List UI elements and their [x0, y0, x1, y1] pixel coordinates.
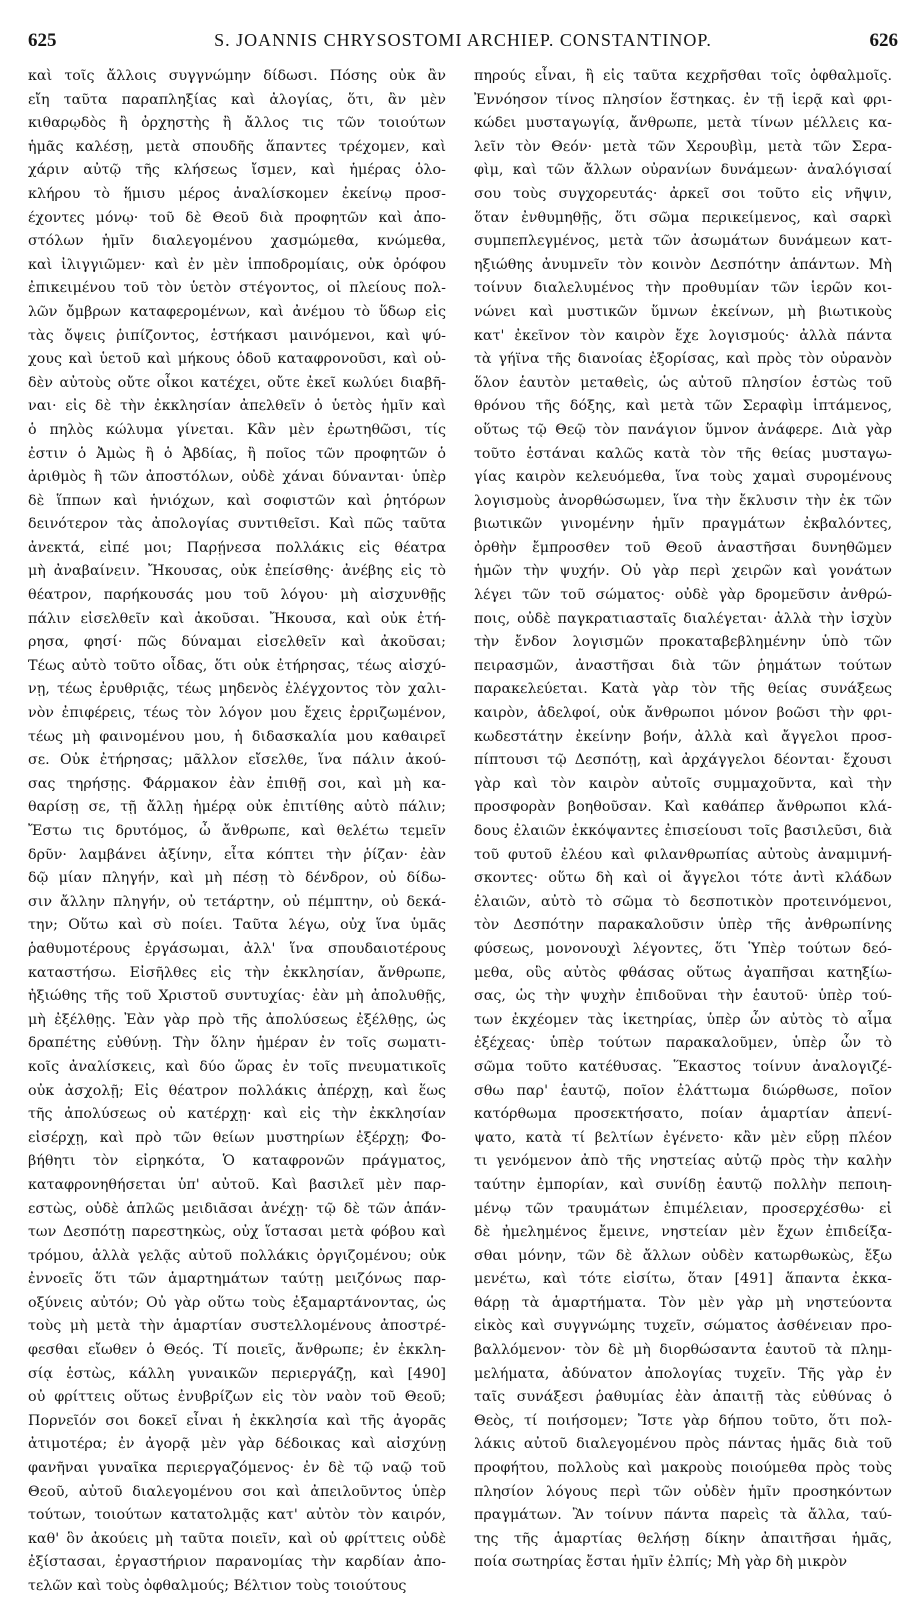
- text-line: σου τοὺς συγχορευτάς· ἀρκεῖ σοι τοῦτο εἰς νῆψιν,: [474, 185, 892, 202]
- text-line: καὶ τοῖς ἄλλοις συγγνώμην δίδωσι. Πόσης οὐκ ἂν: [28, 68, 446, 84]
- text-line: λάκις αὐτοῦ διαλεγομένου πρὸς πάντας ἡμᾶς διὰ τοῦ: [474, 1436, 892, 1453]
- text-line: θαρίσῃ σε, τῇ ἄλλῃ ἡμέρᾳ οὐκ ἐπιτίθης αὐτὸ πάλιν;: [28, 799, 446, 816]
- text-line: νὸν ἐπιφέρεις, τέως τὸν λόγον μου ἔχεις ἐρριζωμένον,: [28, 705, 446, 722]
- text-line: ἡμᾶς καλέσῃ, μετὰ σπουδῆς ἅπαντες τρέχομεν, καὶ: [28, 138, 446, 155]
- text-line: των Δεσπότῃ παρεστηκὼς, οὐχ ἵστασαι μετὰ φόβου καὶ: [28, 1224, 446, 1241]
- text-line: τοῦ φυτοῦ ἐλέου καὶ φιλανθρωπίας αὐτοὺς ἀναμιμνή-: [474, 846, 892, 863]
- text-line: τοῦτο ἑστάναι καλῶς κατὰ τὸν τῆς θείας μυσταγω-: [474, 445, 892, 462]
- text-line: κιθαρῳδὸς ἢ ὀρχηστὴς ἢ ἄλλος τις τῶν τοιούτων: [28, 115, 446, 132]
- text-line: στόλων ἡμῖν διαλεγομένου χασμώμεθα, κνώμεθα,: [28, 233, 446, 250]
- text-line: δὲ ἵππων καὶ ἡνιόχων, καὶ σοφιστῶν καὶ ῥητόρων: [28, 492, 446, 509]
- header-rule: [20, 58, 904, 59]
- text-line: μένῳ τῶν τραυμάτων ἐπιμέλειαν, προσερχέσθω· εἰ: [474, 1200, 892, 1217]
- text-line: ῥαθυμοτέρους ἐργάσωμαι, ἀλλ' ἵνα σπουδαιοτέρους: [28, 940, 446, 957]
- text-line: Πορνεῖόν σοι δοκεῖ εἶναι ἡ ἐκκλησία καὶ τῆς ἀγορᾶς: [28, 1412, 446, 1429]
- text-line: ἐλαιῶν, αὐτὸ τὸ σῶμα τὸ δεσποτικὸν προτεινόμενοι,: [474, 893, 892, 910]
- text-line: σίᾳ ἑστὼς, κάλλη γυναικῶν περιεργάζῃ, καὶ [490]: [28, 1365, 446, 1382]
- text-line: χους καὶ ὑετοῦ καὶ μήκους ὁδοῦ καταφρονοῦσι, καὶ οὐ-: [28, 351, 446, 368]
- text-line: λεῖν τὸν Θεόν· μετὰ τῶν Χερουβὶμ, μετὰ τῶν Σερα-: [474, 138, 892, 155]
- text-line: εἰκὸς καὶ συγγνώμης τυχεῖν, σώματος ἀσθένειαν προ-: [474, 1318, 892, 1335]
- text-line: φὶμ, καὶ τῶν ἄλλων οὐρανίων δυνάμεων· ἀναλόγισαί: [474, 162, 892, 179]
- text-line: μεθα, οὓς αὐτὸς φθάσας οὕτως ἀγαπῆσαι κατηξίω-: [474, 964, 892, 981]
- text-line: Ἔστω τις δρυτόμος, ὦ ἄνθρωπε, καὶ θελέτω τεμεῖν: [28, 823, 446, 839]
- text-line: πειρασμῶν, ἀναστῆσαι διὰ τῶν ῥημάτων τούτων: [474, 657, 892, 674]
- text-line: προφήτου, πολλοὺς καὶ μακροὺς ποιούμεθα πρὸς τοὺς: [474, 1460, 892, 1477]
- text-line: σῶμα τοῦτο κατέθυσας. Ἕκαστος τοίνυν ἀναλογιζέ-: [474, 1058, 892, 1075]
- text-line: ἐστιν ὁ Ἀμὼς ἢ ὁ Ἀβδίας, ἢ ποῖος τῶν προφητῶν ὁ: [28, 445, 446, 462]
- text-line: κατ' ἐκεῖνον τὸν καιρὸν ἔχε λογισμούς· ἀλλὰ πάντα: [474, 327, 892, 344]
- text-line: θρόνου τῆς δόξης, καὶ μετὰ τῶν Σεραφὶμ ἱπτάμενος,: [474, 398, 892, 415]
- text-line: βαλλόμενον· τὸν δὲ μὴ διορθώσαντα ἑαυτοῦ τὰ πλημ-: [474, 1342, 892, 1359]
- text-line: ποία σωτηρίας ἔσται ἡμῖν ἐλπίς; Μὴ γὰρ δὴ μικρὸν: [474, 1554, 848, 1571]
- right-column: [474, 65, 892, 1575]
- text-line: συμπεπλεγμένος, μετὰ τῶν ἀσωμάτων δυνάμεων κατ-: [474, 233, 892, 250]
- text-line: δους ἐλαιῶν ἐκκόψαντες ἐπισείουσι τοῖς βασιλεῦσι, διὰ: [474, 823, 892, 839]
- text-line: σθω παρ' ἑαυτῷ, ποῖον ἐλάττωμα διώρθωσε, ποῖον: [474, 1082, 892, 1099]
- text-line: καταστήσω. Εἰσῆλθες εἰς τὴν ἐκκλησίαν, ἄνθρωπε,: [28, 964, 446, 981]
- text-line: λέγει τῶν τοῦ σώματος· οὐδὲ γὰρ δρομεῦσιν ἀνθρώ-: [474, 587, 892, 604]
- text-line: νώνει καὶ μυστικῶν ὕμνων ἐκείνων, μὴ βιωτικοὺς: [474, 303, 892, 320]
- text-line: τελῶν καὶ τοὺς ὀφθαλμούς; Βέλτιον τοὺς τοιούτους: [28, 1578, 407, 1594]
- text-line: ταῖς συνάξεσι ῥαθυμίας ἐὰν ἀπαιτῇ τὰς εὐθύνας ὁ: [474, 1389, 892, 1406]
- text-line: ἀτιμοτέρα; ἐν ἀγορᾷ μὲν γὰρ δέδοικας καὶ αἰσχύνῃ: [28, 1436, 446, 1453]
- text-line: πάλιν εἰσελθεῖν καὶ ἀκοῦσαι. Ἤκουσα, καὶ οὐκ ἐτή-: [28, 610, 446, 627]
- text-line: ψατο, κατὰ τί βελτίων ἐγένετο· κἂν μὲν εὕρῃ πλέον: [474, 1129, 892, 1146]
- text-line: ναι· εἰς δὲ τὴν ἐκκλησίαν ἀπελθεῖν ὁ ὑετὸς ἡμῖν καὶ: [28, 398, 446, 415]
- text-line: δρῦν· λαμβάνει ἀξίνην, εἶτα κόπτει τὴν ῥίζαν· ἐὰν: [28, 846, 446, 863]
- text-line: εἴη ταῦτα παραπληξίας καὶ ἀλογίας, ὅτι, ἂν μὲν: [28, 91, 446, 108]
- text-line: οὐ φρίττεις οὕτως ἐνυβρίζων εἰς τὸν ναὸν τοῦ Θεοῦ;: [28, 1389, 446, 1406]
- text-line: των ἐκχέομεν τὰς ἱκετηρίας, ὑπὲρ ὧν αὐτὸς τὸ αἷμα: [474, 1011, 892, 1028]
- text-line: σθαι μόνην, τῶν δὲ ἄλλων οὐδὲν κατωρθωκὼς, ἔξω: [474, 1247, 892, 1264]
- text-line: Ἐννόησον τίνος πλησίον ἕστηκας. ἐν τῇ ἱερᾷ καὶ φρι-: [474, 91, 892, 108]
- text-line: τέως μὴ φαινομένου μου, ἡ διδασκαλία μου καθαιρεῖ: [28, 728, 446, 745]
- text-line: τι γενόμενον ἀπὸ τῆς νηστείας αὐτῷ πρὸς τὴν καλὴν: [474, 1153, 892, 1170]
- text-line: χάριν αὐτῷ τῆς κλήσεως ἴσμεν, καὶ ἡμέρας ὁλο-: [28, 162, 446, 179]
- text-line: πηρούς εἶναι, ἢ εἰς ταῦτα κεχρῆσθαι τοῖς ὀφθαλμοῖς.: [474, 68, 892, 84]
- text-line: μενέτω, καὶ τότε εἰσίτω, ὅταν [491] ἅπαντα ἐκκα-: [474, 1271, 892, 1288]
- page-number-left: 625: [28, 30, 57, 51]
- text-line: ὀρθὴν ἔμπροσθεν τοῦ Θεοῦ ἀναστῆσαι δυνηθῶμεν: [474, 539, 892, 556]
- text-line: σιν ἄλλην πληγήν, οὐ τετάρτην, οὐ πέμπτην, οὐ δεκά-: [28, 893, 446, 910]
- text-line: γὰρ καὶ τὸν καιρὸν αὐτοῖς συμμαχοῦντα, καὶ τὴν: [474, 775, 892, 792]
- text-line: πλησίον λόγους περὶ τῶν οὐδὲν ἡμῖν προσηκόντων: [474, 1483, 892, 1500]
- text-line: τρόμου, ἀλλὰ γελᾷς αὐτοῦ πολλάκις ὀργιζομένου; οὐκ: [28, 1247, 446, 1264]
- text-line: ηξιώθης ἀνυμνεῖν τὸν κοινὸν Δεσπότην ἁπάντων. Μὴ: [474, 256, 892, 273]
- text-line: Τέως αὐτὸ τοῦτο οἶδας, ὅτι οὐκ ἐτήρησας, τέως αἰσχύ-: [28, 657, 446, 674]
- text-line: νῃ, τέως ἐρυθριᾷς, τέως μηδενὸς ἐλέγχοντος τὸν χαλι-: [28, 681, 446, 698]
- text-line: μελήματα, ἀδύνατον ἀπολογίας τυχεῖν. Τῆς γὰρ ἐν: [474, 1365, 892, 1382]
- text-line: πραγμάτων. Ἂν τοίνυν πάντα παρεὶς τὰ ἄλλα, ταύ-: [474, 1507, 892, 1524]
- text-line: δεινότερον τὰς ἀπολογίας συντιθεῖσι. Καὶ πῶς ταῦτα: [28, 516, 446, 533]
- text-line: μὴ ἐξέλθῃς. Ἐὰν γὰρ πρὸ τῆς ἀπολύσεως ἐξέλθῃς, ὡς: [28, 1011, 446, 1028]
- text-line: ρησα, φησί· πῶς δύναμαι εἰσελθεῖν καὶ ἀκοῦσαι;: [28, 634, 446, 651]
- text-line: φεσθαι εἴωθεν ὁ Θεός. Τί ποιεῖς, ἄνθρωπε; ἐν ἐκκλη-: [28, 1342, 446, 1359]
- text-line: κωδεστάτην ἐκείνην βοήν, ἀλλὰ καὶ ἄγγελοι προσ-: [474, 728, 892, 745]
- text-line: τὴν ἔνδον λογισμῶν προκαταβεβλημένην ὑπὸ τῶν: [474, 634, 892, 651]
- text-line: ἠξιώθης τῆς τοῦ Χριστοῦ συντυχίας· ἐὰν μὴ ἀπολυθῇς,: [28, 988, 446, 1005]
- text-line: ἀριθμὸς ἢ τῶν ἀποστόλων, οὐδὲ χάναι δύνανται· ὑπὲρ: [28, 469, 446, 486]
- text-line: ὁ πηλὸς κώλυμα γίνεται. Κἂν μὲν ἐρωτηθῶσι, τίς: [28, 421, 446, 438]
- text-line: κλήρου τὸ ἥμισυ μέρος ἀναλίσκομεν ἐκείνῳ προσ-: [28, 185, 446, 202]
- text-line: κώδει μυσταγωγίᾳ, ἄνθρωπε, μετὰ τίνων μέλλεις κα-: [474, 115, 892, 132]
- text-line: παρακελεύεται. Κατὰ γὰρ τὸν τῆς θείας συνάξεως: [474, 681, 892, 698]
- text-line: σας, ὡς τὴν ψυχὴν ἐπιδοῦναι τὴν ἑαυτοῦ· ὑπὲρ τού-: [474, 988, 892, 1005]
- text-line: οὕτως τῷ Θεῷ τὸν πανάγιον ὕμνον ἀνάφερε. Διὰ γὰρ: [474, 421, 892, 438]
- text-line: φύσεως, μονονουχὶ λέγοντες, ὅτι Ὑπὲρ τούτων δεό-: [474, 940, 892, 957]
- text-line: ἐξέχεας· ὑπὲρ τούτων παρακαλοῦμεν, ὑπὲρ ὧν τὸ: [474, 1035, 892, 1052]
- text-line: τὸν Δεσπότην παρακαλοῦσιν ὑπὲρ τῆς ἀνθρωπίνης: [474, 917, 892, 934]
- text-line: τούτων, τοιούτων κατατολμᾷς κατ' αὐτὸν τὸν καιρόν,: [28, 1507, 446, 1524]
- text-line: τὰς ὄψεις ῥιπίζοντος, ἑστήκασι μαινόμενοι, καὶ ψύ-: [28, 327, 446, 344]
- text-line: εστὼς, οὐδὲ ἁπλῶς μειδιᾶσαι ἀνέχῃ· τῷ δὲ τῶν ἁπάν-: [28, 1200, 446, 1217]
- text-line: ταύτην ἐμπορίαν, καὶ συνίδῃ ἑαυτῷ πολλὴν πεποιη-: [474, 1176, 892, 1193]
- text-line: ἐπικειμένου τοῦ τὸν ὑετὸν στέγοντος, οἱ πλείους πολ-: [28, 280, 446, 297]
- text-line: ἡμῶν τὴν ψυχήν. Οὐ γὰρ περὶ χειρῶν καὶ γονάτων: [474, 563, 892, 580]
- text-line: σκοντες· οὕτω δὴ καὶ οἱ ἄγγελοι τότε ἀντὶ κλάδων: [474, 870, 892, 887]
- text-line: καὶ ἰλιγγιῶμεν· καὶ ἐν μὲν ἱπποδρομίαις, οὐκ ὀρόφου: [28, 256, 446, 273]
- text-line: δὲν αὐτοὺς οὔτε οἶκοι κατέχει, οὔτε ἐκεῖ κωλύει διαβῆ-: [28, 374, 446, 391]
- running-header: [24, 30, 902, 58]
- text-line: μὴ ἀναβαίνειν. Ἤκουσας, οὐκ ἐπείσθης· ἀνέβης εἰς τὸ: [28, 563, 446, 580]
- page-number-right: 626: [869, 30, 898, 51]
- text-line: Θεὸς, τί ποιήσομεν; Ἴστε γὰρ δήπου τοῦτο, ὅτι πολ-: [474, 1412, 892, 1429]
- running-title: S. JOANNIS CHRYSOSTOMI ARCHIEP. CONSTANTINOP.: [214, 30, 712, 50]
- text-line: δῷ μίαν πληγήν, καὶ μὴ πέσῃ τὸ δένδρον, οὐ δίδω-: [28, 870, 446, 887]
- text-line: τῆς ἀπολύσεως οὐ κατέρχῃ· καὶ εἰς τὴν ἐκκλησίαν: [28, 1106, 446, 1123]
- text-line: λῶν ὄμβρων καταφερομένων, καὶ ἀνέμου τὸ ὕδωρ εἰς: [28, 303, 446, 320]
- text-line: ποις, οὐδὲ παγκρατιασταῖς διαλέγεται· ἀλλὰ τὴν ἰσχὺν: [474, 610, 892, 627]
- text-line: προσφορὰν βοηθοῦσαν. Καὶ καθάπερ ἄνθρωποι κλά-: [474, 799, 892, 816]
- text-line: ὅταν ἐνθυμηθῇς, ὅτι σῶμα περικείμενος, καὶ σαρκὶ: [474, 209, 892, 226]
- text-line: σε. Οὐκ ἐτήρησας; μᾶλλον εἴσελθε, ἵνα πάλιν ἀκού-: [28, 752, 446, 769]
- text-line: ἐννοεῖς ὅτι τῶν ἁμαρτημάτων ταύτῃ μειζόνως παρ-: [28, 1271, 446, 1288]
- text-line: εἰσέρχῃ, καὶ πρὸ τῶν θείων μυστηρίων ἐξέρχῃ; Φο-: [28, 1129, 446, 1146]
- text-line: φανῆναι γυναῖκα περιεργαζόμενος· ἐν δὲ τῷ ναῷ τοῦ: [28, 1460, 446, 1477]
- text-line: βήθητι τὸν εἰρηκότα, Ὁ καταφρονῶν πράγματος,: [28, 1153, 446, 1170]
- text-line: οξύνεις αὐτόν; Οὐ γὰρ οὕτω τοὺς ἐξαμαρτάνοντας, ὡς: [28, 1294, 446, 1311]
- text-line: τοὺς μὴ μετὰ τὴν ἁμαρτίαν συστελλομένους ἀποστρέ-: [28, 1318, 446, 1335]
- text-line: τὰ γήϊνα τῆς διανοίας ἐξορίσας, καὶ πρὸς τὸν οὐρανὸν: [474, 351, 892, 368]
- text-line: γίας καιρὸν κελευόμεθα, ἵνα τοὺς χαμαὶ συρομένους: [474, 469, 892, 486]
- text-line: οὐκ ἀσχολῇ; Εἰς θέατρον πολλάκις ἀπέρχῃ, καὶ ἕως: [28, 1082, 446, 1099]
- text-line: σας τηρήσῃς. Φάρμακον ἐὰν ἐπιθῇ σοι, καὶ μὴ κα-: [28, 775, 446, 792]
- text-line: κατόρθωμα προσεκτήσατο, ποίαν ἁμαρτίαν ἀπενί-: [474, 1106, 892, 1123]
- text-line: καθ' ὃν ἀκούεις μὴ ταῦτα ποιεῖν, καὶ οὐ φρίττεις οὐδὲ: [28, 1530, 446, 1547]
- text-line: τοίνυν διαλελυμένος τὴν προθυμίαν τῶν ἱερῶν κοι-: [474, 280, 892, 297]
- text-line: ἀνεκτά, εἰπέ μοι; Παρῄνεσα πολλάκις εἰς θέατρα: [28, 539, 446, 556]
- text-line: δραπέτης εὐθύνῃ. Τὴν ὅλην ἡμέραν ἐν τοῖς σωματι-: [28, 1035, 446, 1052]
- text-line: της τῆς ἁμαρτίας θελήσῃ δίκην ἀπαιτῆσαι ἡμᾶς,: [474, 1530, 892, 1547]
- text-line: λογισμοὺς ἀνορθώσωμεν, ἵνα τὴν ἔκλυσιν τὴν ἐκ τῶν: [474, 492, 892, 509]
- text-line: έχοντες μόνῳ· τοῦ δὲ Θεοῦ διὰ προφητῶν καὶ ἀπο-: [28, 209, 446, 226]
- text-line: πίπτουσι τῷ Δεσπότῃ, καὶ ἀρχάγγελοι δέονται· ἔχουσι: [474, 752, 892, 769]
- text-line: Θεοῦ, αὐτοῦ διαλεγομένου σοι καὶ ἀπειλοῦντος ὑπὲρ: [28, 1483, 446, 1500]
- left-column: [28, 65, 446, 1599]
- text-line: ὅλον ἑαυτὸν μεταθεὶς, ὡς αὐτοῦ πλησίον ἑστὼς τοῦ: [474, 374, 892, 391]
- text-line: καταφρονηθήσεται ὑπ' αὐτοῦ. Καὶ βασιλεῖ μὲν παρ-: [28, 1176, 446, 1193]
- text-line: ἐξίστασαι, ἐργαστήριον παρανομίας τὴν καρδίαν ἀπο-: [28, 1554, 446, 1571]
- text-line: βιωτικῶν γινομένην ἡμῖν πραγμάτων ἐκβαλόντες,: [474, 516, 892, 533]
- text-line: θάρῃ τὰ ἁμαρτήματα. Τὸν μὲν γὰρ μὴ νηστεύοντα: [474, 1294, 892, 1311]
- text-line: καιρὸν, ἀδελφοί, οὐκ ἄνθρωποι μόνον βοῶσι τὴν φρι-: [474, 705, 892, 722]
- text-line: δὲ ἠμελημένος ἔμεινε, νηστείαν μὲν ἔχων ἐπιδείξα-: [474, 1224, 892, 1241]
- text-line: την; Οὕτω καὶ σὺ ποίει. Ταῦτα λέγω, οὐχ ἵνα ὑμᾶς: [28, 917, 446, 934]
- text-line: κοῖς ἀναλίσκεις, καὶ δύο ὥρας ἐν τοῖς πνευματικοῖς: [28, 1058, 446, 1075]
- text-line: θέατρον, παρήκουσάς μου τοῦ λόγου· μὴ αἰσχυνθῇς: [28, 587, 446, 604]
